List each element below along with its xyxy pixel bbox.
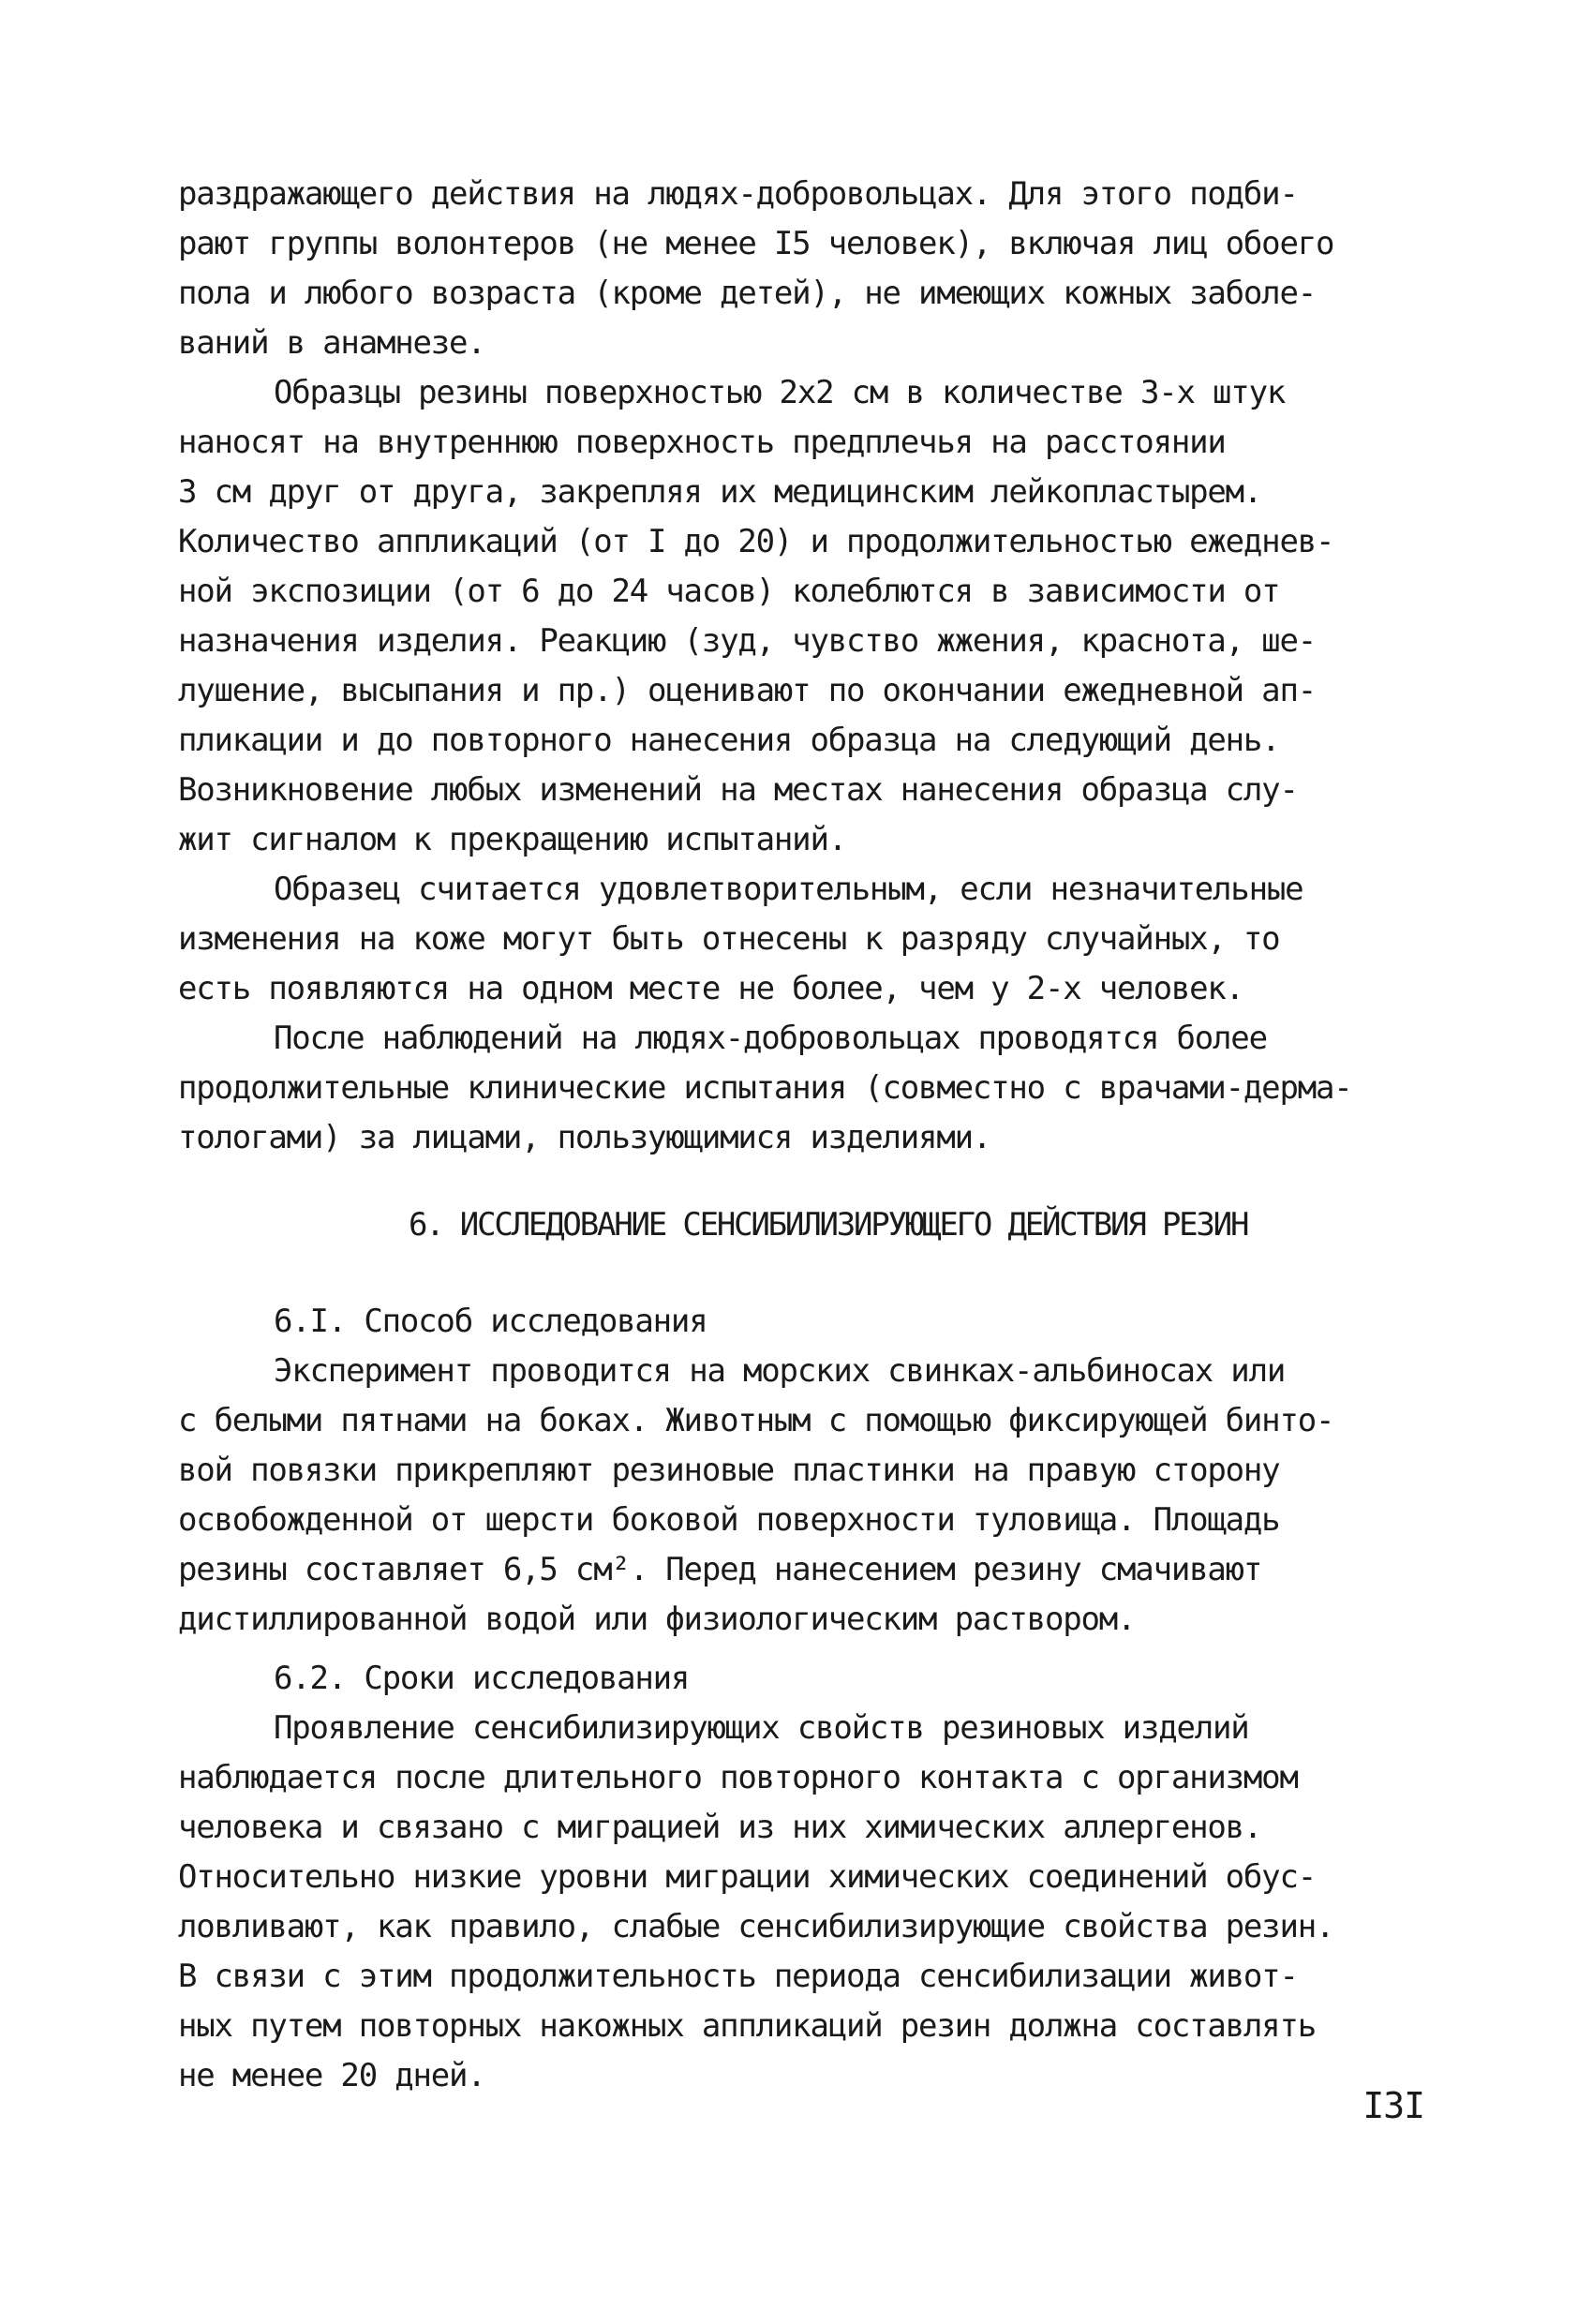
body-line: резины составляет 6,5 см². Перед нанесением резину смачивают	[178, 1551, 1262, 1588]
subsection-title: 6.I. Способ исследования	[274, 1303, 707, 1340]
section-heading: 6. ИССЛЕДОВАНИЕ СЕНСИБИЛИЗИРУЮЩЕГО ДЕЙСТВИЯ РЕЗИН	[409, 1206, 1248, 1244]
body-line: наблюдается после длительного повторного контакта с организмом	[178, 1759, 1298, 1796]
body-line: лушение, высыпания и пр.) оценивают по окончании ежедневной ап-	[178, 672, 1316, 709]
body-line: пола и любого возраста (кроме детей), не имеющих кожных заболе-	[178, 275, 1316, 312]
body-line: ловливают, как правило, слабые сенсибилизирующие свойства резин.	[178, 1908, 1334, 1945]
body-line: не менее 20 дней.	[178, 2057, 485, 2094]
body-line: вой повязки прикрепляют резиновые пластинки на правую сторону	[178, 1452, 1280, 1489]
body-line: назначения изделия. Реакцию (зуд, чувство жжения, краснота, ше-	[178, 622, 1316, 660]
body-line: дистиллированной водой или физиологическим раствором.	[178, 1601, 1136, 1638]
subsection-title: 6.2. Сроки исследования	[274, 1660, 690, 1697]
body-line: изменения на коже могут быть отнесены к разряду случайных, то	[178, 920, 1280, 958]
body-line: ных путем повторных накожных аппликаций резин должна составлять	[178, 2007, 1316, 2045]
body-line: Относительно низкие уровни миграции химических соединений обус-	[178, 1858, 1316, 1896]
body-line: продолжительные клинические испытания (совместно с врачами-дерма-	[178, 1069, 1352, 1107]
body-line: ной экспозиции (от 6 до 24 часов) колеблются в зависимости от	[178, 573, 1280, 610]
page-number: I3I	[1362, 2085, 1424, 2126]
body-line: 3 см друг от друга, закрепляя их медицинским лейкопластырем.	[178, 473, 1262, 511]
body-line: человека и связано с миграцией из них химических аллергенов.	[178, 1809, 1262, 1846]
body-line: Образцы резины поверхностью 2х2 см в количестве 3-х штук	[274, 374, 1286, 411]
body-line: Эксперимент проводится на морских свинках-альбиносах или	[274, 1352, 1286, 1390]
body-line: пликации и до повторного нанесения образца на следующий день.	[178, 722, 1280, 759]
body-line: Проявление сенсибилизирующих свойств резиновых изделий	[274, 1709, 1249, 1747]
body-line: В связи с этим продолжительность периода сенсибилизации живот-	[178, 1958, 1298, 1995]
body-line: Образец считается удовлетворительным, если незначительные	[274, 871, 1303, 908]
body-line: с белыми пятнами на боках. Животным с помощью фиксирующей бинто-	[178, 1402, 1334, 1439]
body-line: ваний в анамнезе.	[178, 324, 485, 362]
body-line: Количество аппликаций (от I до 20) и продолжительностью ежеднев-	[178, 523, 1334, 560]
body-line: раздражающего действия на людях-добровольцах. Для этого подби-	[178, 175, 1298, 213]
body-line: тологами) за лицами, пользующимися изделиями.	[178, 1119, 991, 1156]
body-line: После наблюдений на людях-добровольцах проводятся более	[274, 1020, 1267, 1057]
body-line: Возникновение любых изменений на местах нанесения образца слу-	[178, 771, 1298, 809]
body-line: есть появляются на одном месте не более, чем у 2-х человек.	[178, 970, 1243, 1007]
body-line: освобожденной от шерсти боковой поверхности туловища. Площадь	[178, 1501, 1280, 1539]
body-line: наносят на внутреннюю поверхность предплечья на расстоянии	[178, 424, 1226, 461]
body-line: жит сигналом к прекращению испытаний.	[178, 821, 846, 858]
body-line: рают группы волонтеров (не менее I5 человек), включая лиц обоего	[178, 225, 1334, 262]
